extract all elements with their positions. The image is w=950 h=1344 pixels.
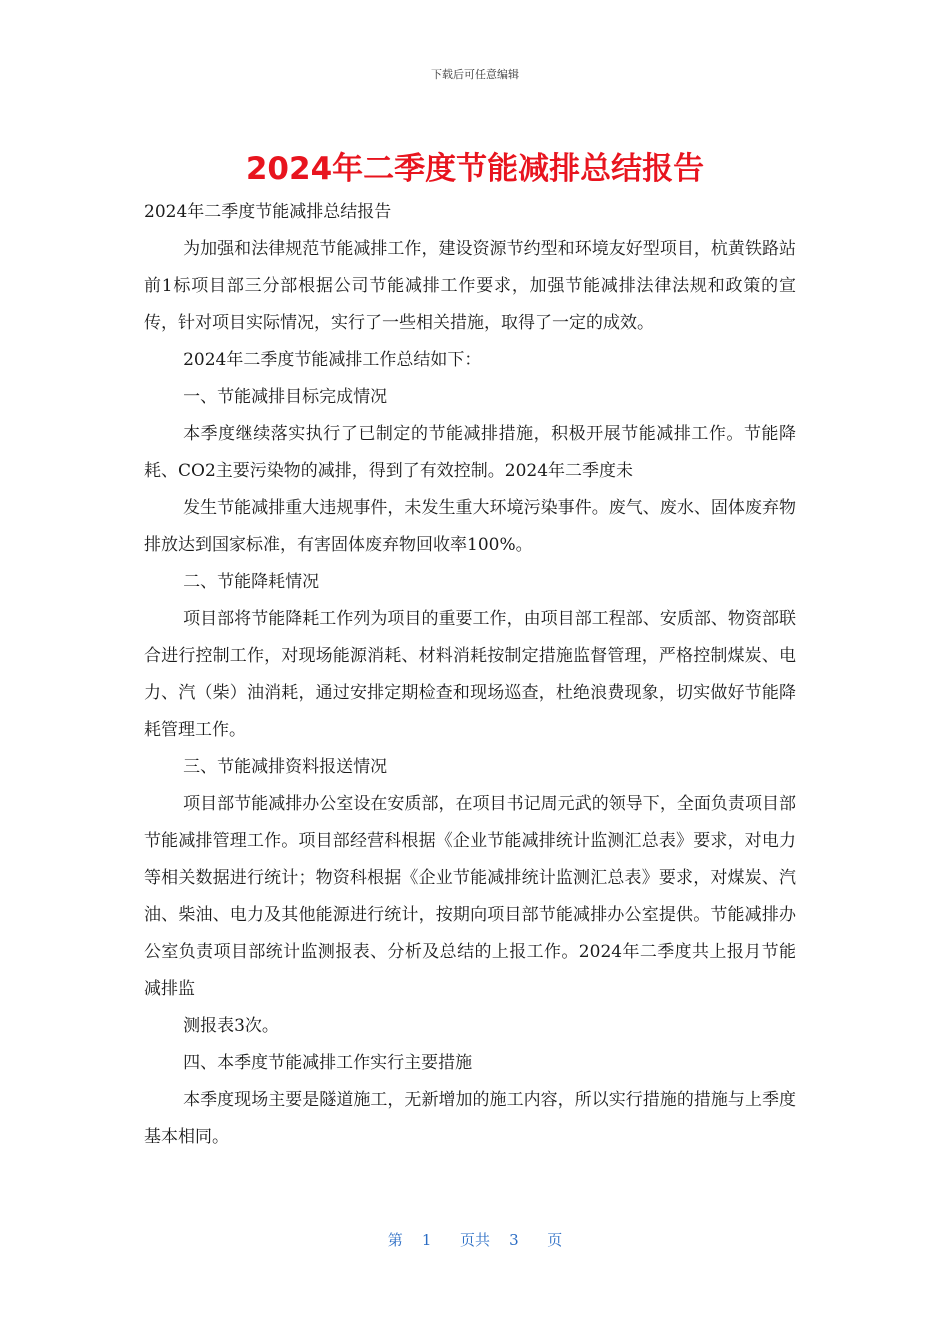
page-number-footer [0,1229,950,1250]
section-heading-4: 四、本季度节能减排工作实行主要措施 [183,1053,473,1073]
page-prefix: 第 [387,1231,403,1249]
header-note: 下载后可任意编辑 [431,68,519,81]
document-title: 2024年二季度节能减排总结报告 [245,151,705,187]
paragraph-section-1b: 发生节能减排重大违规事件，未发生重大环境污染事件。废气、废水、固体废弃物排放达到国家标准，有害固体废弃物回收率100%。 [144,498,796,555]
section-heading-1: 一、节能减排目标完成情况 [183,387,388,407]
page-total: 3 [509,1231,519,1249]
section-heading-2: 二、节能降耗情况 [183,572,320,592]
subtitle-line: 2024年二季度节能减排总结报告 [144,202,392,222]
paragraph-intro: 为加强和法律规范节能减排工作，建设资源节约型和环境友好型项目，杭黄铁路站前1标项目部三分部根据公司节能减排工作要求，加强节能减排法律法规和政策的宣传，针对项目实际情况，实行了一些相关措施，取得了一定的成效。 [144,239,796,333]
paragraph-section-3b: 测报表3次。 [183,1016,279,1036]
paragraph-section-1a: 本季度继续落实执行了已制定的节能减排措施，积极开展节能减排工作。节能降耗、CO2主要污染物的减排，得到了有效控制。2024年二季度未 [144,424,796,481]
page-middle: 页共 [459,1231,490,1249]
paragraph-section-3a: 项目部节能减排办公室设在安质部，在项目书记周元武的领导下，全面负责项目部节能减排管理工作。项目部经营科根据《企业节能减排统计监测汇总表》要求，对电力等相关数据进行统计；物资科根据《企业节能减排统计监测汇总表》要求，对煤炭、汽油、柴油、电力及其他能源进行统计，按期向项目部节能减排办公室提供。节能减排办公室负责项目部统计监测报表、分析及总结的上报工作。2024年二季度共上报月节能减排监 [144,794,796,999]
document-body [144,194,796,1156]
section-heading-3: 三、节能减排资料报送情况 [183,757,388,777]
paragraph-section-2: 项目部将节能降耗工作列为项目的重要工作，由项目部工程部、安质部、物资部联合进行控制工作，对现场能源消耗、材料消耗按制定措施监督管理，严格控制煤炭、电力、汽（柴）油消耗，通过安排定期检查和现场巡查，杜绝浪费现象，切实做好节能降耗管理工作。 [144,609,796,740]
paragraph-section-4: 本季度现场主要是隧道施工，无新增加的施工内容，所以实行措施的措施与上季度基本相同。 [144,1090,796,1147]
paragraph-summary-lead: 2024年二季度节能减排工作总结如下： [183,350,482,370]
page-suffix: 页 [547,1231,563,1249]
page-current: 1 [421,1231,432,1249]
